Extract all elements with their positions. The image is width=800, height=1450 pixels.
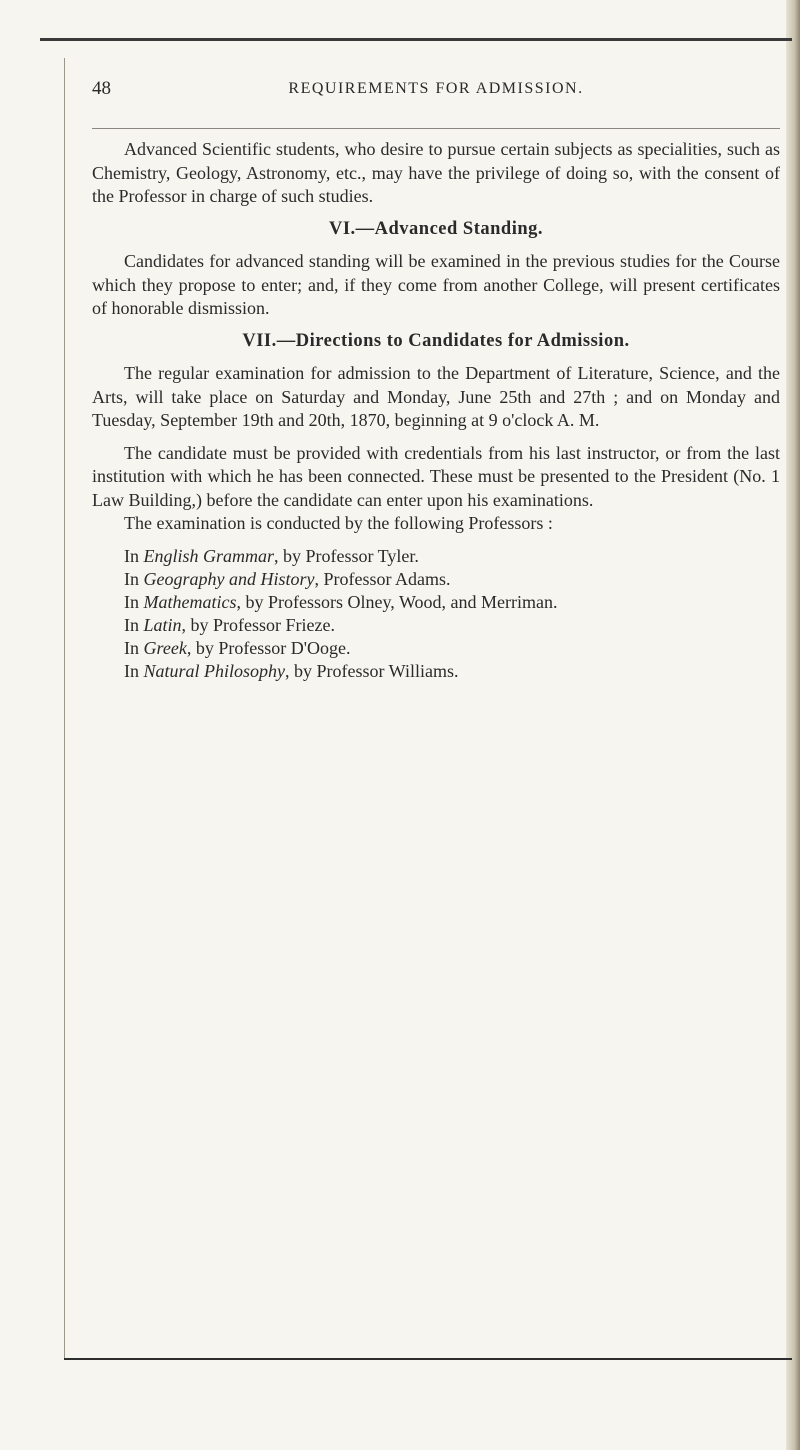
list-item-prefix: In bbox=[124, 568, 144, 589]
list-item-subject: English Grammar bbox=[143, 545, 275, 566]
page-number: 48 bbox=[92, 78, 111, 99]
list-item bbox=[124, 614, 780, 637]
list-item-professor: , by Professor Frieze. bbox=[181, 614, 335, 635]
list-item-prefix: In bbox=[124, 591, 144, 612]
list-item-professor: , Professor Adams. bbox=[314, 568, 451, 589]
page-edge bbox=[786, 0, 800, 1450]
list-item-subject: Mathematics bbox=[143, 591, 237, 612]
paragraph-credentials: The candidate must be provided with credentials from his last instructor, or from the last institution with which he has been connected. These must be presented to the President (No. 1 Law Building,) before the candidate can enter upon his examinations. bbox=[92, 442, 780, 510]
paragraph-regular-examination: The regular examination for admission to the Department of Literature, Science, and the Arts, will take place on Saturday and Monday, June 25th and 27th ; and on Monday and Tuesday, September 19th and 20th, 1870, beginning at 9 o'clock A. M. bbox=[92, 363, 780, 430]
list-item-subject: Latin bbox=[143, 614, 182, 635]
frame-left-border bbox=[64, 58, 65, 1358]
list-item-professor: , by Professor Tyler. bbox=[274, 545, 419, 566]
list-item-professor: , by Professor D'Ooge. bbox=[186, 637, 351, 658]
paragraph-advanced-standing: Candidates for advanced standing will be examined in the previous studies for the Course which they propose to enter; and, if they come from another College, will present certificates of honorable dismission. bbox=[92, 251, 780, 318]
header-rule bbox=[92, 128, 780, 129]
list-item-prefix: In bbox=[124, 637, 144, 658]
section-heading-vi: VI.—Advanced Standing. bbox=[328, 218, 544, 239]
list-item bbox=[124, 637, 780, 660]
running-title: REQUIREMENTS FOR ADMISSION. bbox=[288, 80, 584, 97]
list-item-prefix: In bbox=[124, 660, 144, 681]
list-item bbox=[124, 568, 780, 591]
paragraph-conducted-by: The examination is conducted by the following Professors : bbox=[124, 513, 553, 533]
list-item bbox=[124, 545, 780, 568]
page-body bbox=[92, 138, 780, 683]
page-header bbox=[92, 78, 780, 106]
frame-bottom-border bbox=[64, 1358, 792, 1360]
list-item bbox=[124, 660, 780, 683]
list-item-subject: Greek bbox=[143, 637, 187, 658]
list-item-subject: Natural Philosophy bbox=[143, 660, 286, 681]
section-heading-vii: VII.—Directions to Candidates for Admission. bbox=[242, 330, 630, 351]
list-item bbox=[124, 591, 780, 614]
list-item-prefix: In bbox=[124, 545, 144, 566]
list-item-prefix: In bbox=[124, 614, 144, 635]
frame-top-border bbox=[40, 38, 792, 41]
list-item-subject: Geography and History bbox=[143, 568, 315, 589]
list-item-professor: , by Professors Olney, Wood, and Merriman. bbox=[236, 591, 558, 612]
paragraph-advanced-scientific: Advanced Scientific students, who desire to pursue certain subjects as specialities, such as Chemistry, Geology, Astronomy, etc., may have the privilege of doing so, with the consent of the Professor in charge of such studies. bbox=[92, 139, 780, 206]
examiner-list bbox=[124, 545, 780, 683]
list-item-professor: , by Professor Williams. bbox=[285, 660, 459, 681]
